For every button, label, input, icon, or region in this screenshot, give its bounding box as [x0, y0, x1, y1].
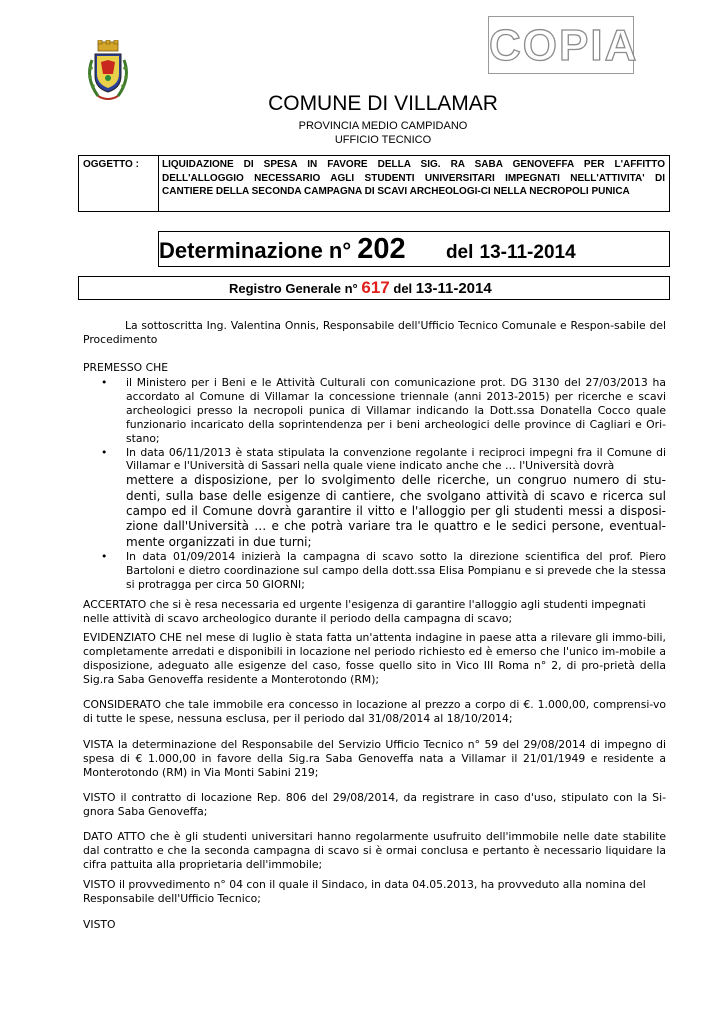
stamp-text: COPIA: [489, 21, 639, 70]
registro-date: 13-11-2014: [415, 280, 492, 297]
determinazione-heading: [159, 234, 576, 268]
copia-stamp: [488, 16, 639, 74]
determinazione-del: del: [445, 242, 474, 263]
premesso-list: [83, 376, 666, 592]
bullet-text: In data 01/09/2014 inizierà la campagna di scavo sotto la direzione scientifica del prof. Piero Bartoloni e dietro coordinazione sul campo della dott.ssa Elisa Pompianu e si prevede che la stessa si protragga per circa 50 GIORNI;: [126, 549, 666, 591]
office-label: UFFICIO TECNICO: [334, 134, 432, 146]
vista-paragraph: VISTA la determinazione del Responsabile del Servizio Ufficio Tecnico n° 59 del 29/08/2014 di impegno di spesa di € 1.000,00 in favore della Sig.ra Saba Genoveffa nata a Villamar il 21/01/1949 e residente a Monterotondo (RM) in Via Monti Sabini 219;: [83, 738, 666, 779]
list-item: [83, 550, 666, 592]
determinazione-box: [158, 231, 670, 267]
evidenziato-paragraph: EVIDENZIATO CHE nel mese di luglio è stata fatta un'attenta indagine in paese atta a rilevare gli immo-bili, completamente arredati e disponibili in locazione nel periodo richiesto ed è emerso che l'unico im-mobile a disposizione, adeguato alle esigenze del caso, fosse quello sito in Vico III Roma n° 2, di pro-prietà della Sig.ra Saba Genoveffa residente a Monterotondo (RM);: [83, 631, 666, 686]
registro-del: del: [393, 281, 413, 296]
province-label: PROVINCIA MEDIO CAMPIDANO: [298, 120, 468, 132]
intro-paragraph: La sottoscritta Ing. Valentina Onnis, Responsabile dell'Ufficio Tecnico Comunale e Respon-sabile del Procedimento: [83, 319, 666, 346]
oggetto-text: LIQUIDAZIONE DI SPESA IN FAVORE DELLA SIG. RA SABA GENOVEFFA PER L'AFFITTO DELL'ALLOGGIO NECESSARIO AGLI STUDENTI UNIVERSITARI IMPEGNATI NELL'ATTIVITA' DI CANTIERE DELLA SECONDA CAMPAGNA DI SCAVI ARCHEOLOGI-CI NELLA NECROPOLI PUNICA: [162, 159, 665, 197]
accertato-paragraph: ACCERTATO che si è resa necessaria ed urgente l'esigenza di garantire l'alloggio agli studenti impegnati nelle attività di scavo archeologico durante il periodo della campagna di scavo;: [83, 598, 646, 625]
registro-heading: [229, 279, 492, 298]
premesso-heading: PREMESSO CHE: [83, 361, 169, 374]
determinazione-date: 13-11-2014: [479, 242, 576, 263]
oggetto-label: OGGETTO :: [79, 156, 159, 211]
visto-label: VISTO: [83, 918, 116, 931]
registro-number: 617: [361, 278, 390, 297]
visto-provvedimento-paragraph: VISTO il provvedimento n° 04 con il quale il Sindaco, in data 04.05.2013, ha provveduto alla nomina del Responsabile dell'Ufficio Tecnico;: [83, 878, 646, 905]
determinazione-label: Determinazione n°: [159, 238, 352, 263]
list-item: [83, 446, 666, 550]
list-item: [83, 376, 666, 446]
oggetto-box: [78, 155, 670, 212]
municipality-title: COMUNE DI VILLAMAR: [268, 92, 498, 115]
registro-label: Registro Generale n°: [229, 281, 358, 296]
considerato-paragraph: CONSIDERATO che tale immobile era concesso in locazione al prezzo a corpo di €. 1.000,00, comprensi-vo di tutte le spese, nessuna esclusa, per il periodo dal 31/08/2014 al 18/10/2014;: [83, 698, 666, 725]
dato-atto-paragraph: DATO ATTO che è gli studenti universitari hanno regolarmente usufruito dell'immobile nelle date stabilite dal contratto e che la seconda campagna di scavo si è ormai conclusa e pertanto è necessario liquidare la cifra pattuita alla proprietaria dell'immobile;: [83, 830, 666, 871]
visto-contratto-paragraph: VISTO il contratto di locazione Rep. 806 del 29/08/2014, da registrare in caso d'uso, stipulato con la Si-gnora Saba Genoveffa;: [83, 791, 666, 818]
bullet-text: il Ministero per i Beni e le Attività Culturali con comunicazione prot. DG 3130 del 27/03/2013 ha accordato al Comune di Villamar la concessione triennale (anni 2013-2015) per ricerche e scavi archeologici presso la necropoli punica di Villamar indicando la Dott.ssa Donatella Cocco quale funzionario incaricato della soprintendenza per i beni archeologici delle province di Cagliari e Ori-stano;: [126, 376, 666, 445]
registro-box: [78, 276, 670, 300]
bullet-text-continued: mettere a disposizione, per lo svolgimento delle ricerche, un congruo numero di stu-denti, sulla base delle esigenze di cantiere, che svolgano attività di scavo e ricerca sul campo ed il Comune dovrà garantire il vitto e l'alloggio per gli studenti messi a disposi-zione dall'Università … e che potrà variare tra le quattro e le sedici persone, eventual-mente organizzati in due turni;: [126, 473, 666, 549]
determinazione-number: 202: [357, 233, 406, 265]
bullet-text: In data 06/11/2013 è stata stipulata la convenzione regolante i reciproci impegni fra il Comune di Villamar e l'Università di Sassari nella quale viene indicato anche che … l'Università dovrà: [126, 445, 666, 473]
